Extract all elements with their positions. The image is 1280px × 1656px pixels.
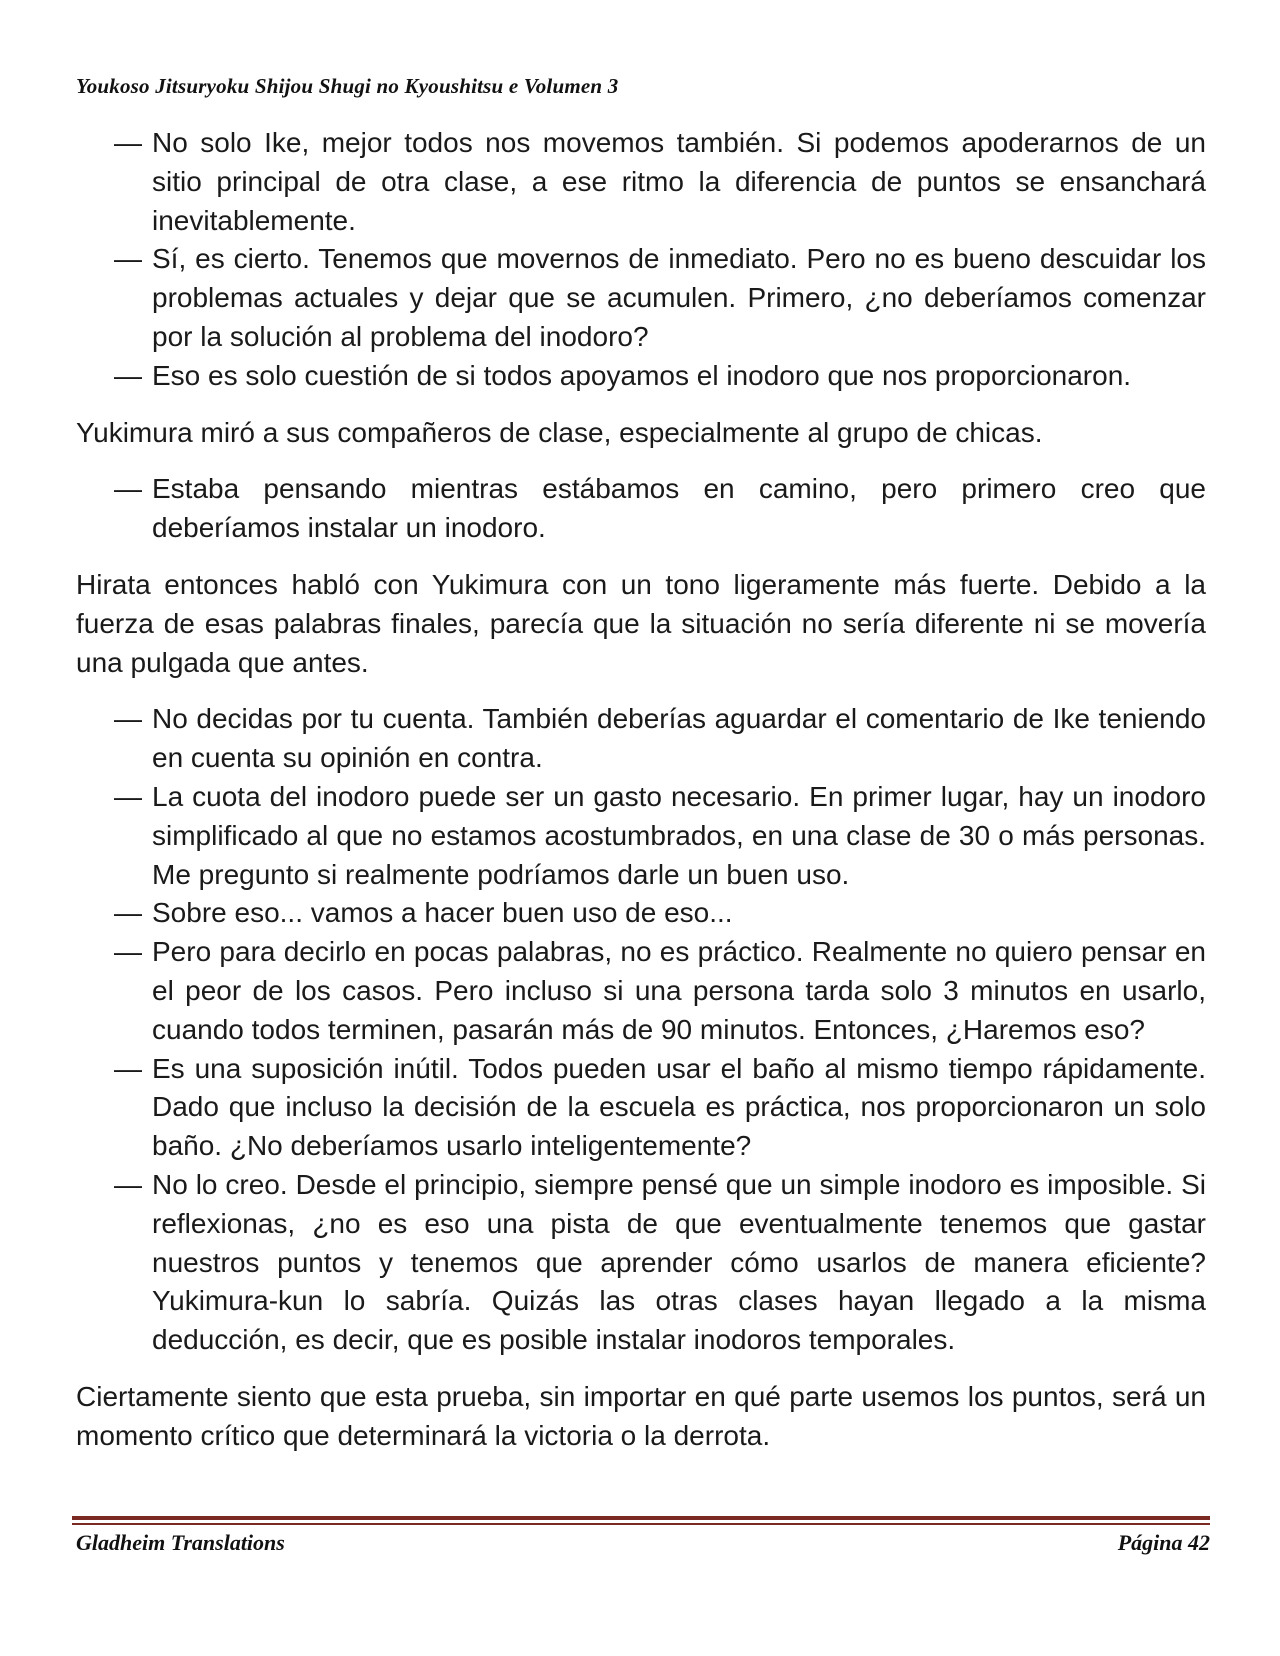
dialogue-line: — Sobre eso... vamos a hacer buen uso de eso...	[76, 894, 1206, 933]
dialogue-block-2	[76, 470, 1206, 548]
dialogue-line: — La cuota del inodoro puede ser un gasto necesario. En primer lugar, hay un inodoro simplificado al que no estamos acostumbrados, en una clase de 30 o más personas. Me pregunto si realmente podríamos darle un buen uso.	[76, 778, 1206, 894]
dash-glyph: —	[114, 127, 142, 158]
dialogue-line: — No decidas por tu cuenta. También deberías aguardar el comentario de Ike teniendo en cuenta su opinión en contra.	[76, 700, 1206, 778]
dialogue-block-1	[76, 124, 1206, 396]
dash-glyph: —	[114, 359, 142, 391]
page-body	[76, 124, 1206, 1474]
dialogue-line: — Pero para decirlo en pocas palabras, no es práctico. Realmente no quiero pensar en el peor de los casos. Pero incluso si una persona tarda solo 3 minutos en usarlo, cuando todos terminen, pasarán más de 90 minutos. Entonces, ¿Haremos eso?	[76, 933, 1206, 1049]
dash-glyph: —	[114, 780, 142, 812]
dash-glyph: —	[114, 243, 142, 275]
dialogue-line: — Estaba pensando mientras estábamos en camino, pero primero creo que deberíamos instalar un inodoro.	[76, 470, 1206, 548]
narration-paragraph: Ciertamente siento que esta prueba, sin importar en qué parte usemos los puntos, será un momento crítico que determinará la victoria o la derrota.	[76, 1380, 1206, 1451]
dialogue-line: — Eso es solo cuestión de si todos apoyamos el inodoro que nos proporcionaron.	[76, 357, 1206, 396]
footer-translator: Gladheim Translations	[76, 1530, 285, 1555]
narration-paragraph: Hirata entonces habló con Yukimura con un tono ligeramente más fuerte. Debido a la fuerza de esas palabras finales, parecía que la situación no sería diferente ni se movería una pulgada que antes.	[76, 568, 1206, 678]
dash-glyph: —	[114, 473, 142, 505]
footer-page-number: Página 42	[1117, 1530, 1210, 1555]
dash-glyph: —	[114, 1168, 142, 1200]
dash-glyph: —	[114, 936, 142, 968]
dialogue-line: — Sí, es cierto. Tenemos que movernos de inmediato. Pero no es bueno descuidar los problemas actuales y dejar que se acumulen. Primero, ¿no deberíamos comenzar por la solución al problema del inodoro?	[76, 240, 1206, 356]
dialogue-line: — No lo creo. Desde el principio, siempre pensé que un simple inodoro es imposible. Si reflexionas, ¿no es eso una pista de que eventualmente tenemos que gastar nuestros puntos y tenemos que aprender cómo usarlos de manera eficiente? Yukimura-kun lo sabría. Quizás las otras clases hayan llegado a la misma deducción, es decir, que es posible instalar inodoros temporales.	[76, 1166, 1206, 1360]
running-header: Youkoso Jitsuryoku Shijou Shugi no Kyoushitsu e Volumen 3	[76, 74, 619, 98]
narration-paragraph: Yukimura miró a sus compañeros de clase, especialmente al grupo de chicas.	[76, 416, 1043, 448]
dialogue-block-3	[76, 700, 1206, 1360]
dash-glyph: —	[114, 897, 142, 929]
dash-glyph: —	[114, 1052, 142, 1084]
dialogue-line: — Es una suposición inútil. Todos pueden usar el baño al mismo tiempo rápidamente. Dado que incluso la decisión de la escuela es práctica, nos proporcionaron un solo baño. ¿No deberíamos usarlo inteligentemente?	[76, 1050, 1206, 1166]
footer-divider	[72, 1516, 1210, 1525]
dash-glyph: —	[114, 703, 142, 735]
dialogue-line: — No solo Ike, mejor todos nos movemos también. Si podemos apoderarnos de un sitio principal de otra clase, a ese ritmo la diferencia de puntos se ensanchará inevitablemente.	[76, 124, 1206, 240]
